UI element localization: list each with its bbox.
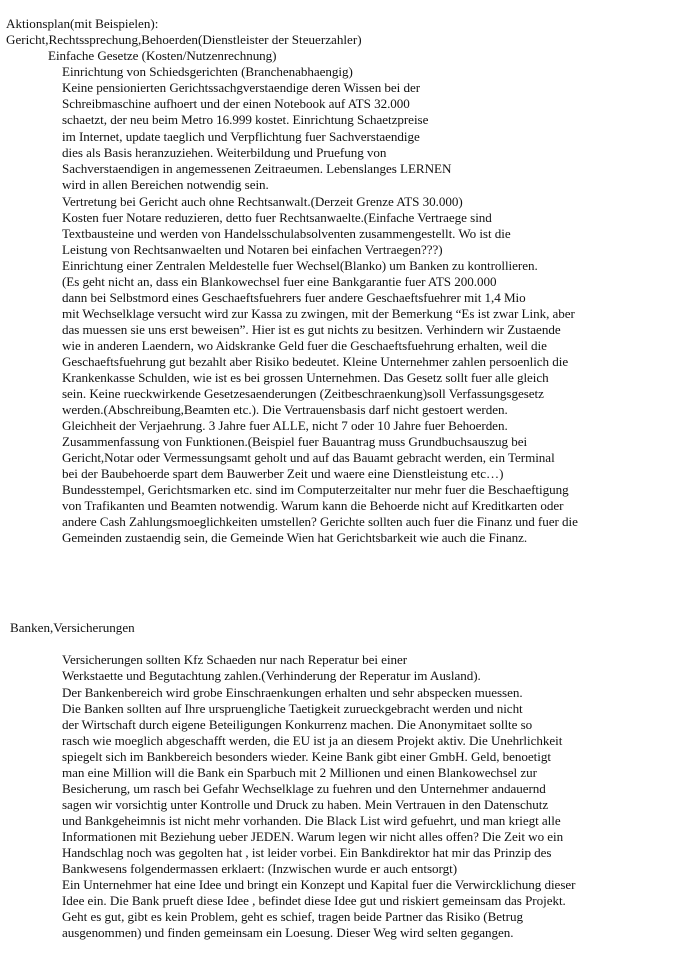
text-line: Der Bankenbereich wird grobe Einschraenkungen erhalten und sehr abspecken muessen. (62, 685, 523, 700)
text-line: Vertretung bei Gericht auch ohne Rechtsanwalt.(Derzeit Grenze ATS 30.000) (62, 194, 463, 209)
text-line: Gleichheit der Verjaehrung. 3 Jahre fuer ALLE, nicht 7 oder 10 Jahre fuer Behoerden. (62, 418, 508, 433)
text-line: Idee ein. Die Bank prueft diese Idee , befindet diese Idee gut und riskiert gemeinsam das Projekt. (62, 893, 566, 908)
section-title-banken: Banken,Versicherungen (10, 620, 135, 635)
text-line: Gericht,Notar oder Vermessungsamt geholt und auf das Bauamt gebracht werden, ein Terminal (62, 450, 555, 465)
text-line: Bundesstempel, Gerichtsmarken etc. sind im Computerzeitalter nur mehr fuer die Beschaeftigung (62, 482, 569, 497)
text-line: Geschaeftsfuehrung gut bezahlt aber Risiko bedeutet. Kleine Unternehmer zahlen persoenlich die (62, 354, 569, 369)
text-line: Schreibmaschine aufhoert und der einen Notebook auf ATS 32.000 (62, 96, 410, 111)
text-line: im Internet, update taeglich und Verpflichtung fuer Sachverstaendige (62, 129, 420, 144)
text-line: dies als Basis heranzuziehen. Weiterbildung und Pruefung von (62, 145, 387, 160)
text-line: Sachverstaendigen in angemessenen Zeitraeumen. Lebenslanges LERNEN (62, 161, 452, 176)
text-line: mit Wechselklage versucht wird zur Kassa zu zwingen, mit der Bemerkung “Es ist zwar Link, aber (62, 306, 575, 321)
text-line: wie in anderen Laendern, wo Aidskranke Geld fuer die Geschaeftsfuehrung erhalten, weil die (62, 338, 547, 353)
text-line: bei der Baubehoerde spart dem Bauwerber Zeit und waere eine Dienstleistung etc…) (62, 466, 504, 481)
text-line: sagen wir vorsichtig unter Kontrolle und Druck zu haben. Mein Vertrauen in den Datenschutz (62, 797, 549, 812)
text-line: Textbausteine und werden von Handelsschulabsolventen zusammengestellt. Wo ist die (62, 226, 511, 241)
text-line: man eine Million will die Bank ein Sparbuch mit 2 Millionen und einen Blankowechsel zur (62, 765, 537, 780)
text-line: spiegelt sich im Bankbereich besonders wieder. Keine Bank gibt einer GmbH. Geld, benoetigt (62, 749, 551, 764)
text-line: Handschlag noch was gegolten hat , ist leider vorbei. Ein Bankdirektor hat mir das Prinzip des (62, 845, 552, 860)
text-line: werden.(Abschreibung,Beamten etc.). Die Vertrauensbasis darf nicht gestoert werden. (62, 402, 508, 417)
text-line: Einrichtung einer Zentralen Meldestelle fuer Wechsel(Blanko) um Banken zu kontrollieren. (62, 258, 538, 273)
text-line: und Bankgeheimnis ist nicht mehr vorhanden. Die Black List wird gefuehrt, und man kriegt alle (62, 813, 561, 828)
text-line: Besicherung, um rasch bei Gefahr Wechselklage zu fuehren und den Unternehmer andauernd (62, 781, 546, 796)
text-line: Gemeinden zustaendig sein, die Gemeinde Wien hat Gerichtsbarkeit wie auch die Finanz. (62, 530, 528, 545)
text-line: Ein Unternehmer hat eine Idee und bringt ein Konzept und Kapital fuer die Verwircklichung dieser (62, 877, 576, 892)
text-line: (Es geht nicht an, dass ein Blankowechsel fuer eine Bankgarantie fuer ATS 200.000 (62, 274, 497, 289)
text-line: dann bei Selbstmord eines Geschaeftsfuehrers fuer andere Geschaeftsfuehrer mit 1,4 Mio (62, 290, 526, 305)
text-line: schaetzt, der neu beim Metro 16.999 kostet. Einrichtung Schaetzpreise (62, 112, 429, 127)
text-line: Geht es gut, gibt es kein Problem, geht es schief, tragen beide Partner das Risiko (Betrug (62, 909, 523, 924)
text-line: Keine pensionierten Gerichtssachgverstaendige deren Wissen bei der (62, 80, 421, 95)
text-line: Informationen mit Beziehung ueber JEDEN. Warum legen wir nicht alles offen? Die Zeit wo ein (62, 829, 564, 844)
text-line: andere Cash Zahlungsmoeglichkeiten umstellen? Gerichte sollten auch fuer die Finanz und fuer die (62, 514, 578, 529)
text-line: Einfache Gesetze (Kosten/Nutzenrechnung) (48, 48, 277, 63)
text-line: der Wirtschaft durch eigene Beteiligungen Konkurrenz machen. Die Anonymitaet sollte so (62, 717, 533, 732)
text-line: Kosten fuer Notare reduzieren, detto fuer Rechtsanwaelte.(Einfache Vertraege sind (62, 210, 492, 225)
text-line: das muessen sie uns erst beweisen”. Hier ist es gut nichts zu besitzen. Verhindern wir Zustaende (62, 322, 561, 337)
text-line: sein. Keine rueckwirkende Gesetzesaenderungen (Zeitbeschraenkung)soll Verfassungsgesetz (62, 386, 544, 401)
text-line: Krankenkasse Schulden, wie ist es bei grossen Unternehmen. Das Gesetz sollt fuer alle gleich (62, 370, 549, 385)
section-title-gericht: Gericht,Rechtssprechung,Behoerden(Dienstleister der Steuerzahler) (6, 32, 362, 47)
text-line: Zusammenfassung von Funktionen.(Beispiel fuer Bauantrag muss Grundbuchsauszug bei (62, 434, 528, 449)
text-line: von Trafikanten und Beamten notwendig. Warum kann die Behoerde nicht auf Kreditkarten oder (62, 498, 564, 513)
text-line: Die Banken sollten auf Ihre urspruengliche Taetigkeit zurueckgebracht werden und nicht (62, 701, 523, 716)
text-line: Leistung von Rechtsanwaelten und Notaren bei einfachen Vertraegen???) (62, 242, 443, 257)
text-line: wird in allen Bereichen notwendig sein. (62, 177, 269, 192)
text-line: rasch wie moeglich abgeschafft werden, die EU ist ja an diesem Projekt aktiv. Die Unehrlichkeit (62, 733, 563, 748)
text-line: Bankwesens folgendermassen erklaert: (Inzwischen wurde er auch entsorgt) (62, 861, 458, 876)
text-line: Werkstaette und Begutachtung zahlen.(Verhinderung der Reperatur im Ausland). (62, 668, 481, 683)
text-line: ausgenommen) und finden gemeinsam ein Loesung. Dieser Weg wird selten gegangen. (62, 925, 514, 940)
text-line: Versicherungen sollten Kfz Schaeden nur nach Reperatur bei einer (62, 652, 408, 667)
text-line: Einrichtung von Schiedsgerichten (Branchenabhaengig) (62, 64, 353, 79)
document-heading: Aktionsplan(mit Beispielen): (6, 16, 159, 31)
